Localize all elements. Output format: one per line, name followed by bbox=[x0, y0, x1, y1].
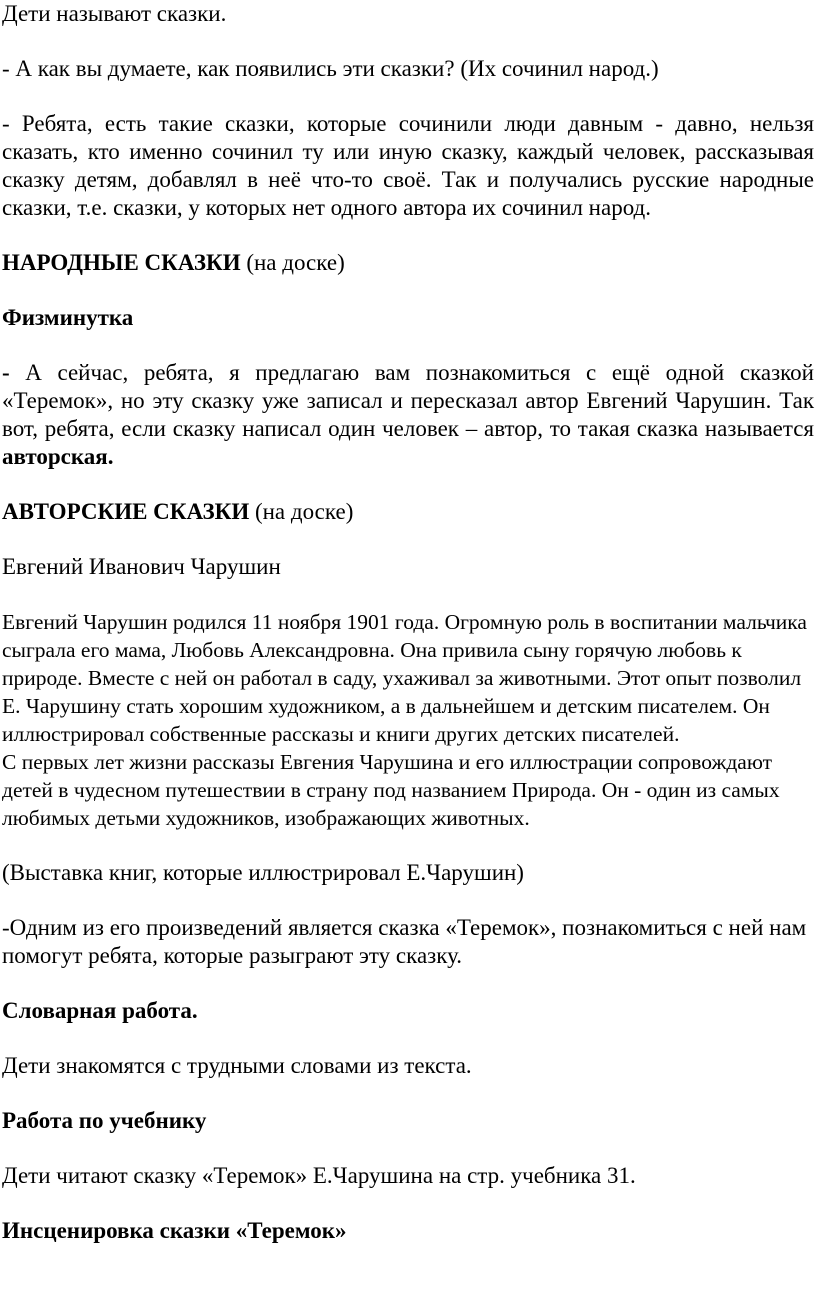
author-name: Евгений Иванович Чарушин bbox=[2, 554, 281, 579]
heading-folk-tales-bold: НАРОДНЫЕ СКАЗКИ bbox=[2, 250, 241, 275]
heading-author-tales-note: (на доске) bbox=[249, 499, 354, 524]
heading-folk-tales bbox=[2, 249, 814, 277]
heading-staging bbox=[2, 1217, 814, 1245]
paragraph-exhibition: (Выставка книг, которые иллюстрировал Е.Чарушин) bbox=[2, 860, 524, 885]
heading-staging-text: Инсценировка сказки «Теремок» bbox=[2, 1218, 347, 1243]
paragraph-author-tale-bold: авторская. bbox=[2, 444, 114, 469]
heading-vocabulary-work bbox=[2, 997, 814, 1025]
paragraph-question-origin: - А как вы думаете, как появились эти сказки? (Их сочинил народ.) bbox=[2, 56, 659, 81]
paragraph-children-name-tales: Дети называют сказки. bbox=[2, 1, 227, 26]
heading-author-tales-bold: АВТОРСКИЕ СКАЗКИ bbox=[2, 499, 250, 524]
biography-paragraph-2: С первых лет жизни рассказы Евгения Чарушина и его иллюстрации сопровождают детей в чудесном путешествии в страну под названием Природа. Он - один из самых любимых детьми художников, изображающих животных. bbox=[2, 750, 780, 830]
paragraph-folk-explanation: - Ребята, есть такие сказки, которые сочинили люди давным - давно, нельзя сказать, кто именно сочинил ту или иную сказку, каждый человек, рассказывая сказку детям, добавлял в неё что-то своё. Так и получались русские народные сказки, т.е. сказки, у которых нет одного автора их сочинил народ. bbox=[2, 111, 814, 220]
heading-folk-tales-note: (на доске) bbox=[240, 250, 345, 275]
paragraph-textbook: Дети читают сказку «Теремок» Е.Чарушина на стр. учебника 31. bbox=[2, 1163, 636, 1188]
heading-fizminutka-text: Физминутка bbox=[2, 305, 134, 330]
heading-author-tales bbox=[2, 498, 814, 526]
heading-vocabulary-work-text: Словарная работа. bbox=[2, 998, 198, 1023]
paragraph-author-tale-intro bbox=[2, 359, 814, 471]
heading-fizminutka bbox=[2, 304, 814, 332]
heading-textbook-work bbox=[2, 1107, 814, 1135]
paragraph-teremok-intro: -Одним из его произведений является сказка «Теремок», познакомиться с ней нам помогут ребята, которые разыграют эту сказку. bbox=[2, 915, 807, 968]
paragraph-dash: - bbox=[2, 360, 26, 385]
biography-block bbox=[2, 608, 814, 832]
biography-paragraph-1: Евгений Чарушин родился 11 ноября 1901 года. Огромную роль в воспитании мальчика сыграла его мама, Любовь Александровна. Она привила сыну горячую любовь к природе. Вместе с ней он работал в саду, ухаживал за животными. Этот опыт позволил Е. Чарушину стать хорошим художником, а в дальнейшем и детским писателем. Он иллюстрировал собственные рассказы и книги других детских писателей. bbox=[2, 610, 807, 746]
paragraph-author-tale-text: А сейчас, ребята, я предлагаю вам познакомиться с ещё одной сказкой «Теремок», но эту сказку уже записал и пересказал автор Евгений Чарушин. Так вот, ребята, если сказку написал один человек – автор, то такая сказка называется bbox=[2, 360, 814, 441]
heading-textbook-work-text: Работа по учебнику bbox=[2, 1108, 207, 1133]
paragraph-vocabulary: Дети знакомятся с трудными словами из текста. bbox=[2, 1053, 472, 1078]
